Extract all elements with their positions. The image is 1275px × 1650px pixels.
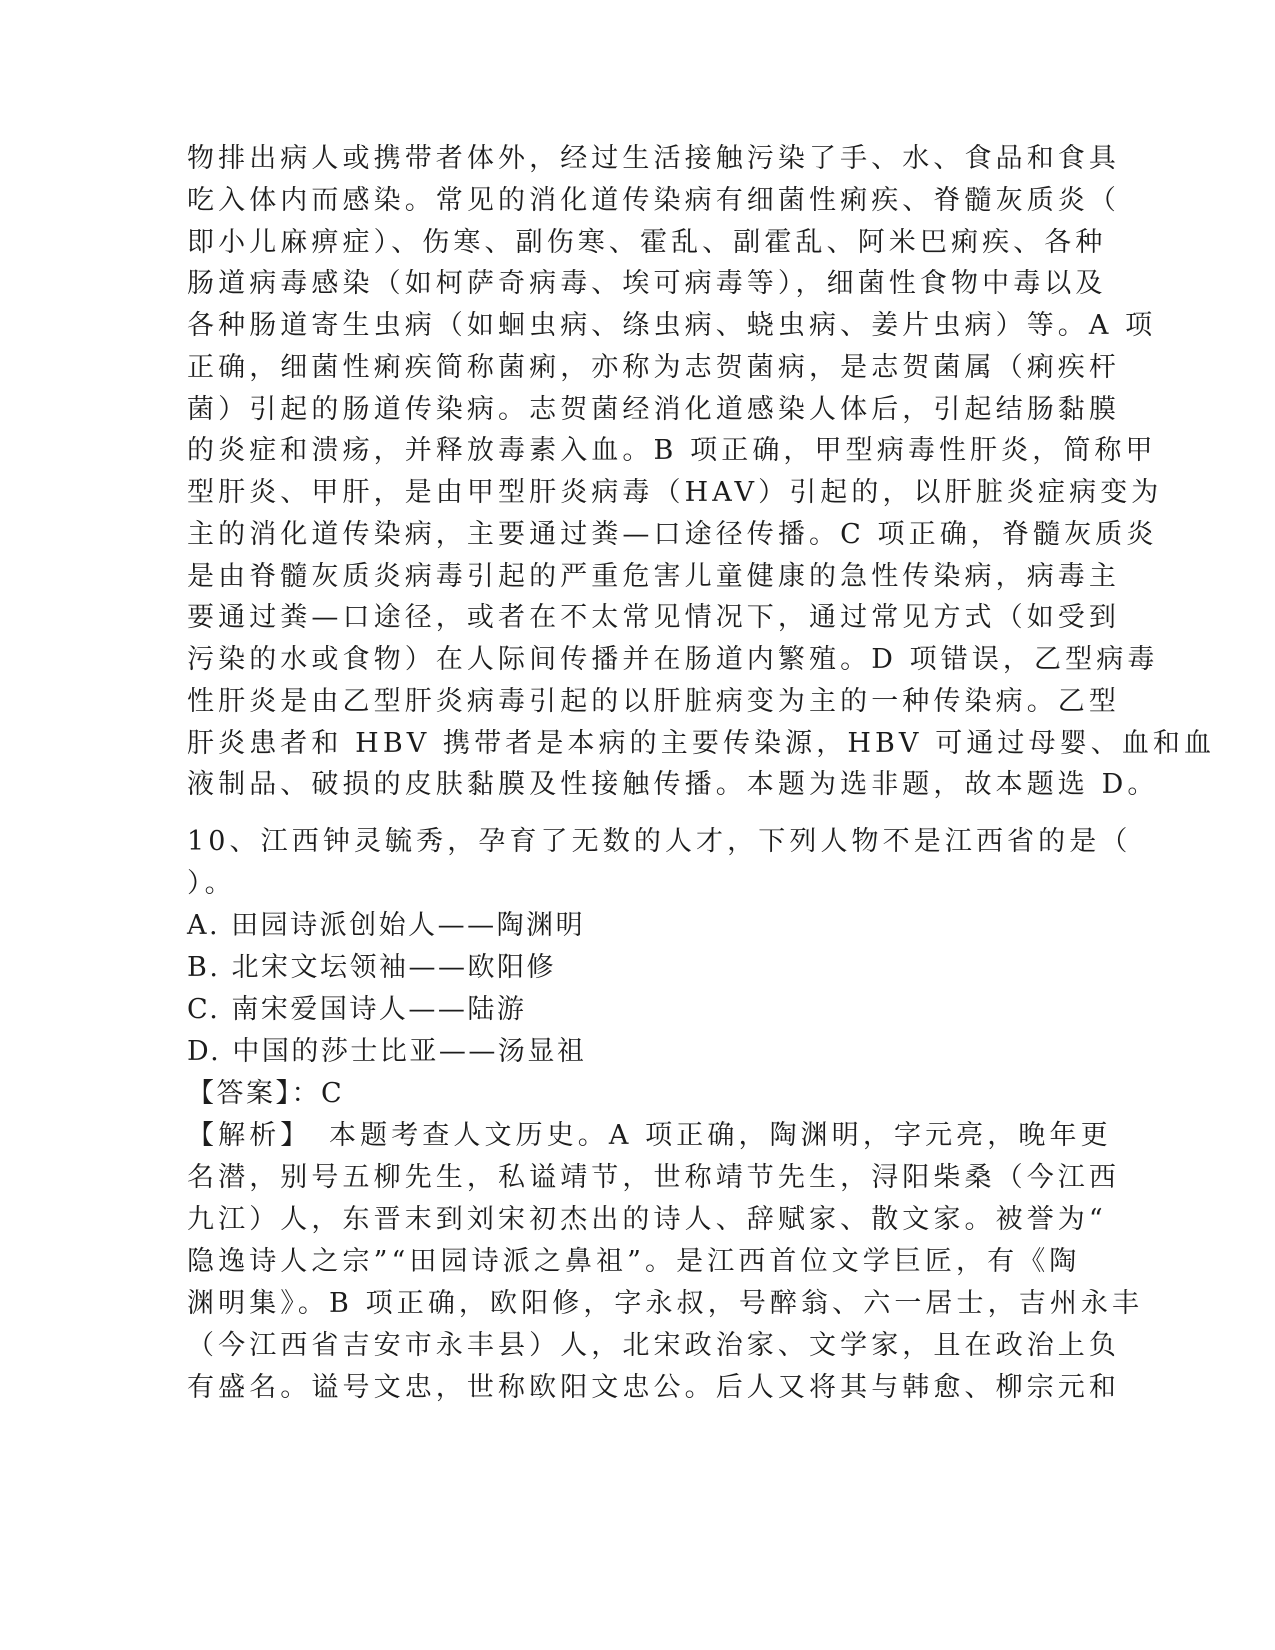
explanation-line-13: 污染的水或食物）在人际间传播并在肠道内繁殖。D 项错误，乙型病毒 <box>187 644 1159 675</box>
question-10-option-b: B. 北宋文坛领袖——欧阳修 <box>187 952 557 983</box>
question-10-answer: 【答案】：C <box>187 1078 345 1109</box>
question-10-option-c: C. 南宋爱国诗人——陆游 <box>187 994 527 1025</box>
explanation-line-12: 要通过粪—口途径，或者在不太常见情况下，通过常见方式（如受到 <box>187 602 1120 633</box>
explanation-line-10: 主的消化道传染病，主要通过粪—口途径传播。C 项正确，脊髓灰质炎 <box>187 519 1158 550</box>
analysis-line-7: 有盛名。谥号文忠，世称欧阳文忠公。后人又将其与韩愈、柳宗元和 <box>187 1372 1120 1403</box>
explanation-line-9: 型肝炎、甲肝，是由甲型肝炎病毒（HAV）引起的，以肝脏炎症病变为 <box>187 477 1163 508</box>
explanation-line-2: 吃入体内而感染。常见的消化道传染病有细菌性痢疾、脊髓灰质炎（ <box>187 185 1120 216</box>
explanation-line-1: 物排出病人或携带者体外，经过生活接触污染了手、水、食品和食具 <box>187 143 1120 174</box>
explanation-line-7: 菌）引起的肠道传染病。志贺菌经消化道感染人体后，引起结肠黏膜 <box>187 394 1120 425</box>
explanation-line-15: 肝炎患者和 HBV 携带者是本病的主要传染源，HBV 可通过母婴、血和血 <box>187 728 1216 759</box>
explanation-line-8: 的炎症和溃疡，并释放毒素入血。B 项正确，甲型病毒性肝炎，简称甲 <box>187 435 1157 466</box>
explanation-line-4: 肠道病毒感染（如柯萨奇病毒、埃可病毒等），细菌性食物中毒以及 <box>187 268 1107 299</box>
explanation-line-6: 正确，细菌性痢疾简称菌痢，亦称为志贺菌病，是志贺菌属（痢疾杆 <box>187 352 1120 383</box>
analysis-line-3: 九江）人，东晋末到刘宋初杰出的诗人、辞赋家、散文家。被誉为“ <box>187 1204 1107 1235</box>
question-10-option-d: D. 中国的莎士比亚——汤显祖 <box>187 1036 587 1067</box>
analysis-line-4: 隐逸诗人之宗”“田园诗派之鼻祖”。是江西首位文学巨匠，有《陶 <box>187 1246 1081 1277</box>
explanation-line-14: 性肝炎是由乙型肝炎病毒引起的以肝脏病变为主的一种传染病。乙型 <box>187 686 1120 717</box>
analysis-line-5: 渊明集》。B 项正确，欧阳修，字永叔，号醉翁、六一居士，吉州永丰 <box>187 1288 1144 1319</box>
question-10-stem-line-2: ）。 <box>187 868 236 899</box>
analysis-line-1: 【解析】 本题考查人文历史。A 项正确，陶渊明，字元亮，晚年更 <box>187 1120 1112 1151</box>
explanation-line-16: 液制品、破损的皮肤黏膜及性接触传播。本题为选非题，故本题选 D。 <box>187 769 1159 800</box>
explanation-line-5: 各种肠道寄生虫病（如蛔虫病、绦虫病、蛲虫病、姜片虫病）等。A 项 <box>187 310 1157 341</box>
question-10-option-a: A. 田园诗派创始人——陶渊明 <box>187 910 586 941</box>
explanation-line-11: 是由脊髓灰质炎病毒引起的严重危害儿童健康的急性传染病，病毒主 <box>187 561 1120 592</box>
explanation-line-3: 即小儿麻痹症）、伤寒、副伤寒、霍乱、副霍乱、阿米巴痢疾、各种 <box>187 227 1107 258</box>
analysis-line-6: （今江西省吉安市永丰县）人，北宋政治家、文学家，且在政治上负 <box>187 1330 1120 1361</box>
question-10-stem-line-1: 10、江西钟灵毓秀，孕育了无数的人才，下列人物不是江西省的是（ <box>187 826 1132 857</box>
analysis-line-2: 名潜，别号五柳先生，私谥靖节，世称靖节先生，浔阳柴桑（今江西 <box>187 1162 1120 1193</box>
